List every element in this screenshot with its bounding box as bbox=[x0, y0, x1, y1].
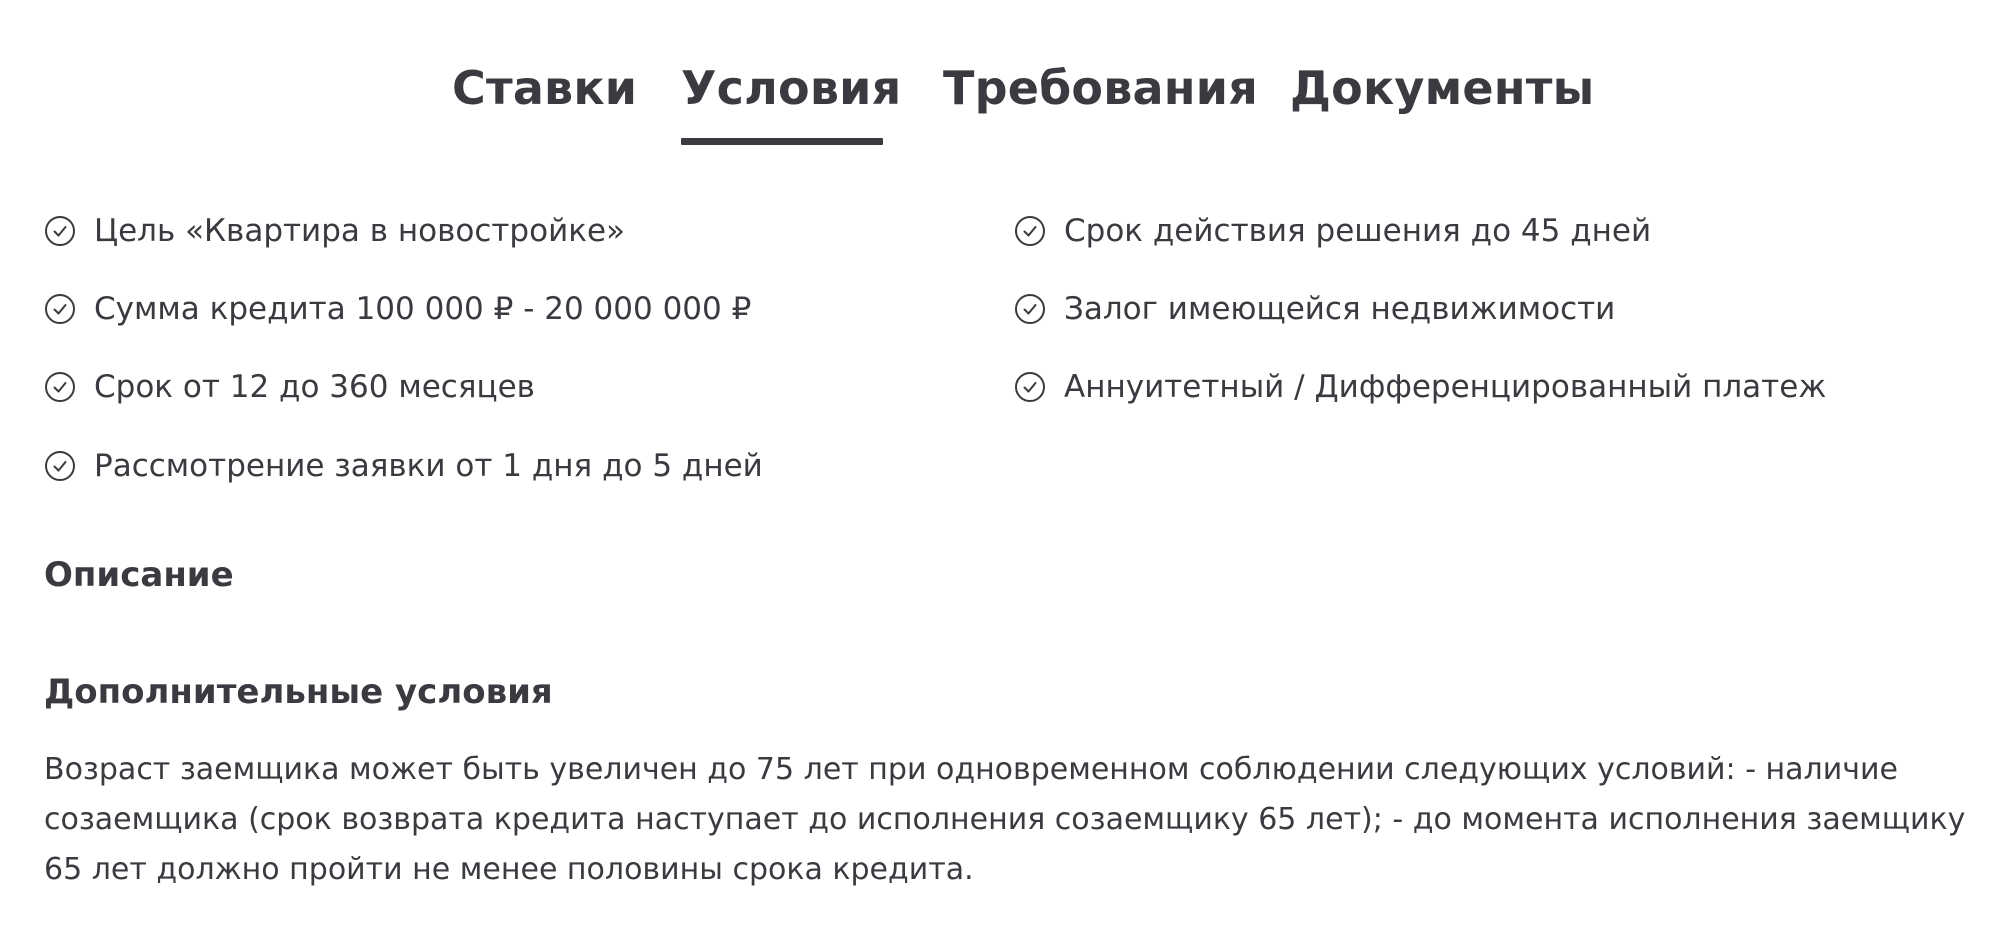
additional-conditions-text: Возраст заемщика может быть увеличен до 75 лет при одновременном соблюдении следующих условий: - наличие созаемщика (срок возврата кредита наступает до исполнения созаемщику 65 лет); - до момента исполнения заемщику 65 лет должно пройти не менее половины срока кредита. bbox=[44, 752, 1966, 887]
check-circle-icon bbox=[44, 450, 76, 482]
condition-text: Сумма кредита 100 000 ₽ - 20 000 000 ₽ bbox=[94, 291, 752, 327]
check-circle-icon bbox=[44, 371, 76, 403]
condition-item bbox=[1014, 211, 1651, 251]
check-circle-icon bbox=[1014, 371, 1046, 403]
check-circle-icon bbox=[1014, 293, 1046, 325]
tab-conditions[interactable]: Условия bbox=[681, 61, 902, 115]
tab-documents[interactable]: Документы bbox=[1290, 61, 1595, 115]
condition-text: Цель «Квартира в новостройке» bbox=[94, 213, 625, 249]
tab-requirements[interactable]: Требования bbox=[943, 61, 1258, 115]
tab-bar bbox=[0, 0, 2000, 150]
condition-text: Залог имеющейся недвижимости bbox=[1064, 291, 1616, 327]
condition-item bbox=[1014, 289, 1615, 329]
condition-item bbox=[44, 367, 535, 407]
condition-text: Срок действия решения до 45 дней bbox=[1064, 213, 1652, 249]
condition-text: Рассмотрение заявки от 1 дня до 5 дней bbox=[94, 448, 763, 484]
condition-text: Срок от 12 до 360 месяцев bbox=[94, 369, 535, 405]
check-circle-icon bbox=[1014, 215, 1046, 247]
check-circle-icon bbox=[44, 293, 76, 325]
additional-conditions-heading: Дополнительные условия bbox=[44, 672, 553, 712]
condition-item bbox=[44, 211, 625, 251]
condition-item bbox=[44, 289, 751, 329]
active-tab-indicator bbox=[681, 138, 883, 145]
condition-text: Аннуитетный / Дифференцированный платеж bbox=[1064, 369, 1827, 405]
condition-item bbox=[1014, 367, 1826, 407]
description-heading: Описание bbox=[44, 555, 234, 595]
condition-item bbox=[44, 446, 763, 486]
check-circle-icon bbox=[44, 215, 76, 247]
tab-rates[interactable]: Ставки bbox=[452, 61, 638, 115]
